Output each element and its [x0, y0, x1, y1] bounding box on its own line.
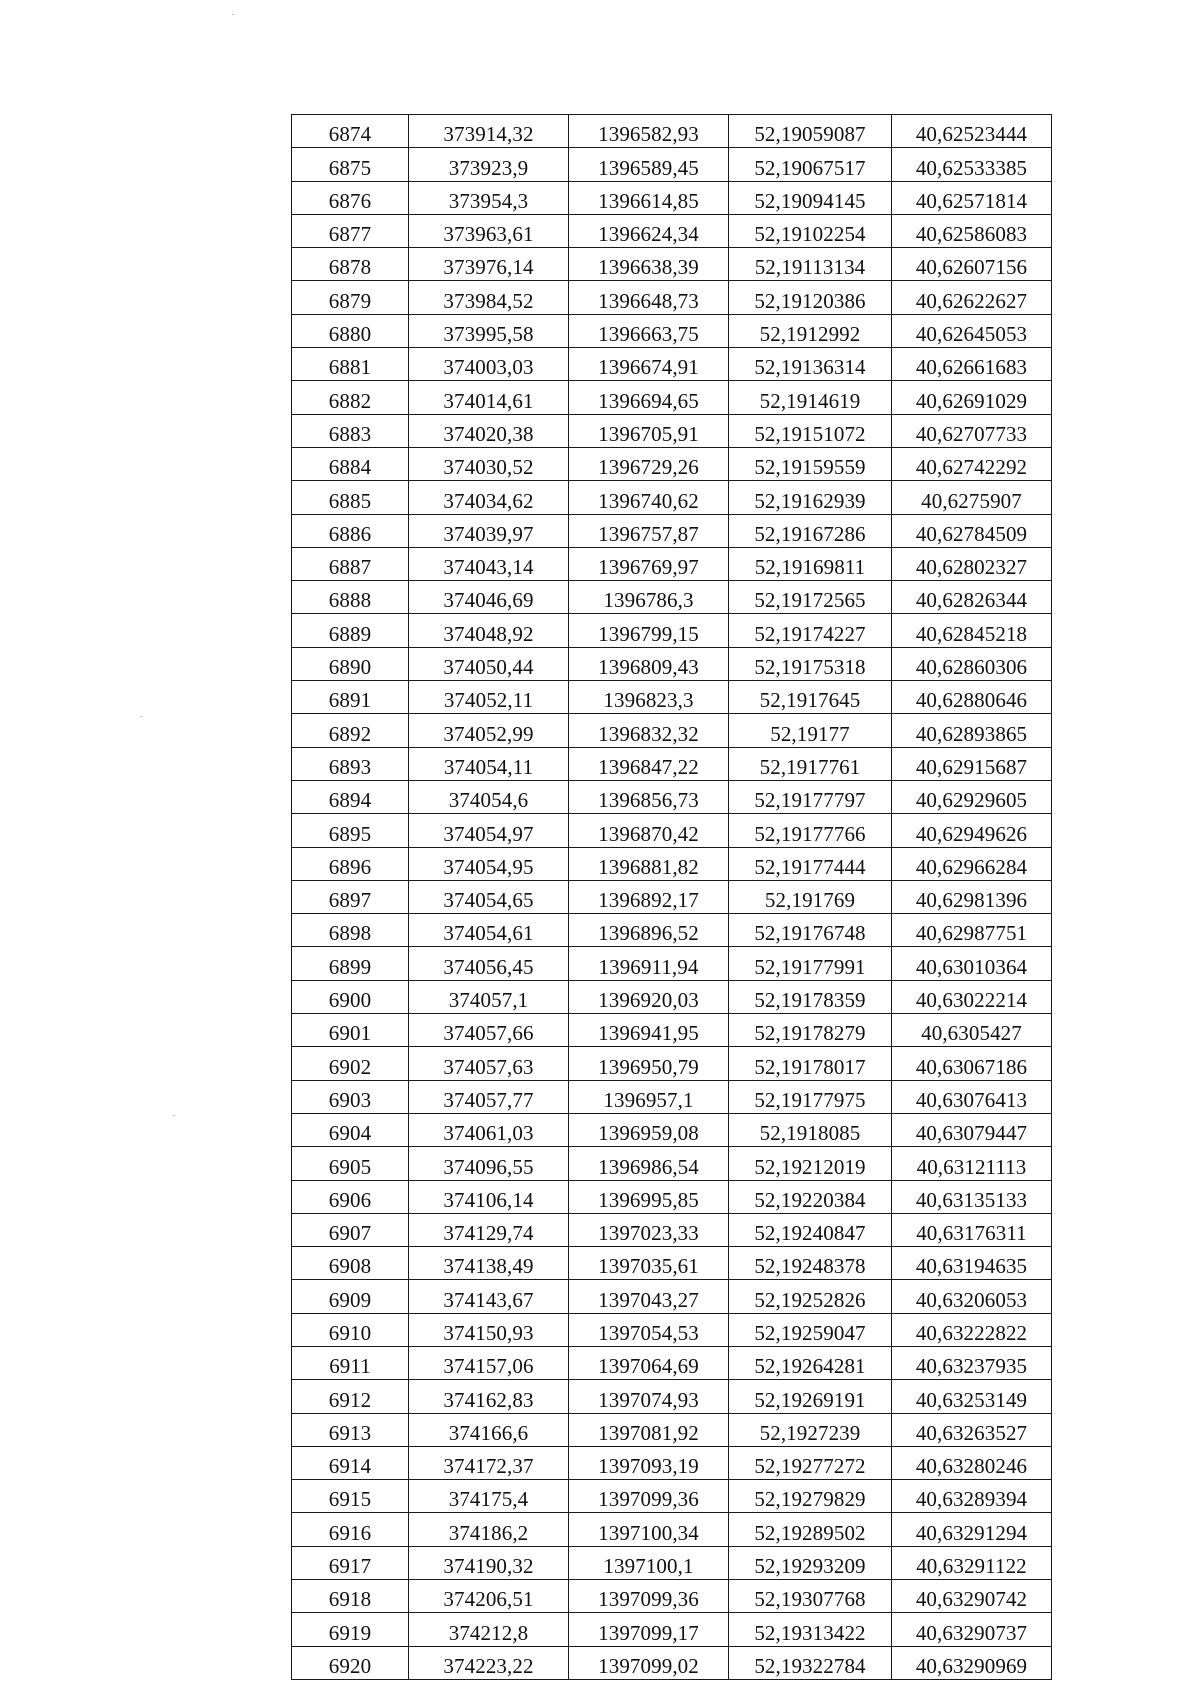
- table-row: [292, 614, 1052, 647]
- point-number-cell: 6908: [292, 1247, 409, 1280]
- y-coordinate-cell: 1396957,1: [569, 1080, 729, 1113]
- point-number-cell: 6875: [292, 148, 409, 181]
- table-row: [292, 780, 1052, 813]
- point-number-cell: 6889: [292, 614, 409, 647]
- x-coordinate-cell: 374052,11: [409, 681, 569, 714]
- latitude-cell: 52,19279829: [729, 1480, 892, 1513]
- x-coordinate-cell: 374175,4: [409, 1480, 569, 1513]
- longitude-cell: 40,62893865: [892, 714, 1052, 747]
- x-coordinate-cell: 373923,9: [409, 148, 569, 181]
- table-row: [292, 847, 1052, 880]
- point-number-cell: 6914: [292, 1446, 409, 1479]
- longitude-cell: 40,63291122: [892, 1546, 1052, 1579]
- point-number-cell: 6880: [292, 314, 409, 347]
- point-number-cell: 6906: [292, 1180, 409, 1213]
- point-number-cell: 6898: [292, 914, 409, 947]
- point-number-cell: 6904: [292, 1113, 409, 1146]
- point-number-cell: 6874: [292, 115, 409, 148]
- point-number-cell: 6876: [292, 181, 409, 214]
- table-row: [292, 181, 1052, 214]
- latitude-cell: 52,19176748: [729, 914, 892, 947]
- x-coordinate-cell: 374212,8: [409, 1613, 569, 1646]
- longitude-cell: 40,62966284: [892, 847, 1052, 880]
- latitude-cell: 52,19240847: [729, 1213, 892, 1246]
- y-coordinate-cell: 1397099,36: [569, 1580, 729, 1613]
- table-row: [292, 414, 1052, 447]
- point-number-cell: 6892: [292, 714, 409, 747]
- table-row: [292, 281, 1052, 314]
- latitude-cell: 52,19259047: [729, 1313, 892, 1346]
- x-coordinate-cell: 374054,97: [409, 814, 569, 847]
- latitude-cell: 52,19178279: [729, 1014, 892, 1047]
- table-row: [292, 1313, 1052, 1346]
- x-coordinate-cell: 374190,32: [409, 1546, 569, 1579]
- latitude-cell: 52,191769: [729, 880, 892, 913]
- latitude-cell: 52,1912992: [729, 314, 892, 347]
- latitude-cell: 52,19174227: [729, 614, 892, 647]
- latitude-cell: 52,19102254: [729, 214, 892, 247]
- table-row: [292, 980, 1052, 1013]
- x-coordinate-cell: 373995,58: [409, 314, 569, 347]
- longitude-cell: 40,62523444: [892, 115, 1052, 148]
- latitude-cell: 52,19169811: [729, 547, 892, 580]
- latitude-cell: 52,1917645: [729, 681, 892, 714]
- y-coordinate-cell: 1397099,02: [569, 1646, 729, 1679]
- longitude-cell: 40,6305427: [892, 1014, 1052, 1047]
- x-coordinate-cell: 374138,49: [409, 1247, 569, 1280]
- point-number-cell: 6878: [292, 248, 409, 281]
- latitude-cell: 52,1927239: [729, 1413, 892, 1446]
- y-coordinate-cell: 1396582,93: [569, 115, 729, 148]
- y-coordinate-cell: 1396648,73: [569, 281, 729, 314]
- latitude-cell: 52,19289502: [729, 1513, 892, 1546]
- longitude-cell: 40,62622627: [892, 281, 1052, 314]
- point-number-cell: 6899: [292, 947, 409, 980]
- point-number-cell: 6897: [292, 880, 409, 913]
- y-coordinate-cell: 1396786,3: [569, 581, 729, 614]
- point-number-cell: 6917: [292, 1546, 409, 1579]
- scan-speck: [140, 716, 142, 717]
- x-coordinate-cell: 374039,97: [409, 514, 569, 547]
- y-coordinate-cell: 1396832,32: [569, 714, 729, 747]
- table-row: [292, 447, 1052, 480]
- longitude-cell: 40,62987751: [892, 914, 1052, 947]
- x-coordinate-cell: 374003,03: [409, 348, 569, 381]
- longitude-cell: 40,63121113: [892, 1147, 1052, 1180]
- y-coordinate-cell: 1396799,15: [569, 614, 729, 647]
- x-coordinate-cell: 374054,61: [409, 914, 569, 947]
- latitude-cell: 52,19172565: [729, 581, 892, 614]
- x-coordinate-cell: 374172,37: [409, 1446, 569, 1479]
- y-coordinate-cell: 1396694,65: [569, 381, 729, 414]
- y-coordinate-cell: 1396856,73: [569, 780, 729, 813]
- latitude-cell: 52,19277272: [729, 1446, 892, 1479]
- point-number-cell: 6890: [292, 647, 409, 680]
- table-row: [292, 814, 1052, 847]
- table-row: [292, 1147, 1052, 1180]
- x-coordinate-cell: 374043,14: [409, 547, 569, 580]
- point-number-cell: 6882: [292, 381, 409, 414]
- x-coordinate-cell: 374057,1: [409, 980, 569, 1013]
- longitude-cell: 40,62784509: [892, 514, 1052, 547]
- table-row: [292, 148, 1052, 181]
- longitude-cell: 40,63290742: [892, 1580, 1052, 1613]
- y-coordinate-cell: 1397099,17: [569, 1613, 729, 1646]
- point-number-cell: 6887: [292, 547, 409, 580]
- table-row: [292, 1480, 1052, 1513]
- x-coordinate-cell: 373984,52: [409, 281, 569, 314]
- longitude-cell: 40,62533385: [892, 148, 1052, 181]
- point-number-cell: 6883: [292, 414, 409, 447]
- point-number-cell: 6877: [292, 214, 409, 247]
- y-coordinate-cell: 1396809,43: [569, 647, 729, 680]
- point-number-cell: 6916: [292, 1513, 409, 1546]
- latitude-cell: 52,19177797: [729, 780, 892, 813]
- table-row: [292, 1446, 1052, 1479]
- table-row: [292, 1613, 1052, 1646]
- y-coordinate-cell: 1396674,91: [569, 348, 729, 381]
- table-row: [292, 481, 1052, 514]
- point-number-cell: 6900: [292, 980, 409, 1013]
- latitude-cell: 52,19177991: [729, 947, 892, 980]
- longitude-cell: 40,62691029: [892, 381, 1052, 414]
- point-number-cell: 6896: [292, 847, 409, 880]
- point-number-cell: 6907: [292, 1213, 409, 1246]
- longitude-cell: 40,63280246: [892, 1446, 1052, 1479]
- longitude-cell: 40,63289394: [892, 1480, 1052, 1513]
- table-row: [292, 1180, 1052, 1213]
- y-coordinate-cell: 1396847,22: [569, 747, 729, 780]
- longitude-cell: 40,63022214: [892, 980, 1052, 1013]
- table-row: [292, 747, 1052, 780]
- table-row: [292, 314, 1052, 347]
- point-number-cell: 6919: [292, 1613, 409, 1646]
- y-coordinate-cell: 1396896,52: [569, 914, 729, 947]
- y-coordinate-cell: 1397054,53: [569, 1313, 729, 1346]
- longitude-cell: 40,63079447: [892, 1113, 1052, 1146]
- latitude-cell: 52,1918085: [729, 1113, 892, 1146]
- longitude-cell: 40,62571814: [892, 181, 1052, 214]
- table-row: [292, 947, 1052, 980]
- y-coordinate-cell: 1397093,19: [569, 1446, 729, 1479]
- x-coordinate-cell: 374056,45: [409, 947, 569, 980]
- point-number-cell: 6891: [292, 681, 409, 714]
- x-coordinate-cell: 374048,92: [409, 614, 569, 647]
- table-row: [292, 1646, 1052, 1679]
- longitude-cell: 40,63237935: [892, 1346, 1052, 1379]
- x-coordinate-cell: 374057,66: [409, 1014, 569, 1047]
- x-coordinate-cell: 374143,67: [409, 1280, 569, 1313]
- table-row: [292, 1080, 1052, 1113]
- point-number-cell: 6915: [292, 1480, 409, 1513]
- y-coordinate-cell: 1396740,62: [569, 481, 729, 514]
- point-number-cell: 6881: [292, 348, 409, 381]
- x-coordinate-cell: 374223,22: [409, 1646, 569, 1679]
- latitude-cell: 52,19313422: [729, 1613, 892, 1646]
- longitude-cell: 40,63222822: [892, 1313, 1052, 1346]
- longitude-cell: 40,62826344: [892, 581, 1052, 614]
- point-number-cell: 6888: [292, 581, 409, 614]
- x-coordinate-cell: 373954,3: [409, 181, 569, 214]
- table-row: [292, 1346, 1052, 1379]
- latitude-cell: 52,19252826: [729, 1280, 892, 1313]
- y-coordinate-cell: 1396589,45: [569, 148, 729, 181]
- longitude-cell: 40,63253149: [892, 1380, 1052, 1413]
- table-row: [292, 1113, 1052, 1146]
- table-row: [292, 214, 1052, 247]
- table-row: [292, 880, 1052, 913]
- latitude-cell: 52,19059087: [729, 115, 892, 148]
- x-coordinate-cell: 374057,77: [409, 1080, 569, 1113]
- table-row: [292, 914, 1052, 947]
- table-row: [292, 1014, 1052, 1047]
- longitude-cell: 40,63135133: [892, 1180, 1052, 1213]
- latitude-cell: 52,19113134: [729, 248, 892, 281]
- x-coordinate-cell: 374030,52: [409, 447, 569, 480]
- table-row: [292, 1413, 1052, 1446]
- table-row: [292, 514, 1052, 547]
- table-row: [292, 714, 1052, 747]
- point-number-cell: 6910: [292, 1313, 409, 1346]
- latitude-cell: 52,1914619: [729, 381, 892, 414]
- y-coordinate-cell: 1396950,79: [569, 1047, 729, 1080]
- latitude-cell: 52,19067517: [729, 148, 892, 181]
- latitude-cell: 52,19307768: [729, 1580, 892, 1613]
- x-coordinate-cell: 374054,95: [409, 847, 569, 880]
- latitude-cell: 52,19293209: [729, 1546, 892, 1579]
- latitude-cell: 52,1917761: [729, 747, 892, 780]
- y-coordinate-cell: 1396624,34: [569, 214, 729, 247]
- x-coordinate-cell: 374166,6: [409, 1413, 569, 1446]
- table-row: [292, 1580, 1052, 1613]
- longitude-cell: 40,62742292: [892, 447, 1052, 480]
- longitude-cell: 40,62915687: [892, 747, 1052, 780]
- point-number-cell: 6912: [292, 1380, 409, 1413]
- y-coordinate-cell: 1397100,1: [569, 1546, 729, 1579]
- longitude-cell: 40,63010364: [892, 947, 1052, 980]
- point-number-cell: 6911: [292, 1346, 409, 1379]
- latitude-cell: 52,19177975: [729, 1080, 892, 1113]
- y-coordinate-cell: 1397064,69: [569, 1346, 729, 1379]
- y-coordinate-cell: 1396769,97: [569, 547, 729, 580]
- x-coordinate-cell: 374052,99: [409, 714, 569, 747]
- x-coordinate-cell: 374061,03: [409, 1113, 569, 1146]
- longitude-cell: 40,63194635: [892, 1247, 1052, 1280]
- x-coordinate-cell: 374050,44: [409, 647, 569, 680]
- x-coordinate-cell: 374129,74: [409, 1213, 569, 1246]
- point-number-cell: 6903: [292, 1080, 409, 1113]
- table-row: [292, 647, 1052, 680]
- y-coordinate-cell: 1397043,27: [569, 1280, 729, 1313]
- longitude-cell: 40,63076413: [892, 1080, 1052, 1113]
- table-row: [292, 681, 1052, 714]
- latitude-cell: 52,19178017: [729, 1047, 892, 1080]
- table-row: [292, 581, 1052, 614]
- latitude-cell: 52,19136314: [729, 348, 892, 381]
- table-row: [292, 115, 1052, 148]
- longitude-cell: 40,63263527: [892, 1413, 1052, 1446]
- latitude-cell: 52,19175318: [729, 647, 892, 680]
- x-coordinate-cell: 374157,06: [409, 1346, 569, 1379]
- x-coordinate-cell: 374106,14: [409, 1180, 569, 1213]
- table-row: [292, 1213, 1052, 1246]
- latitude-cell: 52,19151072: [729, 414, 892, 447]
- point-number-cell: 6886: [292, 514, 409, 547]
- point-number-cell: 6893: [292, 747, 409, 780]
- coordinates-table: [291, 114, 1052, 1680]
- y-coordinate-cell: 1396870,42: [569, 814, 729, 847]
- latitude-cell: 52,19159559: [729, 447, 892, 480]
- point-number-cell: 6894: [292, 780, 409, 813]
- latitude-cell: 52,19178359: [729, 980, 892, 1013]
- y-coordinate-cell: 1396823,3: [569, 681, 729, 714]
- longitude-cell: 40,62707733: [892, 414, 1052, 447]
- x-coordinate-cell: 374034,62: [409, 481, 569, 514]
- point-number-cell: 6901: [292, 1014, 409, 1047]
- x-coordinate-cell: 374206,51: [409, 1580, 569, 1613]
- x-coordinate-cell: 374162,83: [409, 1380, 569, 1413]
- longitude-cell: 40,62845218: [892, 614, 1052, 647]
- longitude-cell: 40,6275907: [892, 481, 1052, 514]
- longitude-cell: 40,62645053: [892, 314, 1052, 347]
- latitude-cell: 52,19220384: [729, 1180, 892, 1213]
- table-row: [292, 1380, 1052, 1413]
- point-number-cell: 6884: [292, 447, 409, 480]
- x-coordinate-cell: 374186,2: [409, 1513, 569, 1546]
- x-coordinate-cell: 373914,32: [409, 115, 569, 148]
- point-number-cell: 6895: [292, 814, 409, 847]
- y-coordinate-cell: 1397023,33: [569, 1213, 729, 1246]
- y-coordinate-cell: 1396881,82: [569, 847, 729, 880]
- table-row: [292, 547, 1052, 580]
- coordinates-table-body: [292, 115, 1052, 1680]
- latitude-cell: 52,19269191: [729, 1380, 892, 1413]
- point-number-cell: 6920: [292, 1646, 409, 1679]
- point-number-cell: 6909: [292, 1280, 409, 1313]
- scan-speck: [173, 1115, 175, 1116]
- x-coordinate-cell: 374014,61: [409, 381, 569, 414]
- y-coordinate-cell: 1396920,03: [569, 980, 729, 1013]
- table-row: [292, 1513, 1052, 1546]
- latitude-cell: 52,19167286: [729, 514, 892, 547]
- y-coordinate-cell: 1396729,26: [569, 447, 729, 480]
- longitude-cell: 40,63067186: [892, 1047, 1052, 1080]
- longitude-cell: 40,62586083: [892, 214, 1052, 247]
- latitude-cell: 52,19212019: [729, 1147, 892, 1180]
- x-coordinate-cell: 374057,63: [409, 1047, 569, 1080]
- table-row: [292, 1280, 1052, 1313]
- x-coordinate-cell: 374096,55: [409, 1147, 569, 1180]
- y-coordinate-cell: 1397100,34: [569, 1513, 729, 1546]
- y-coordinate-cell: 1396757,87: [569, 514, 729, 547]
- latitude-cell: 52,19248378: [729, 1247, 892, 1280]
- point-number-cell: 6918: [292, 1580, 409, 1613]
- table-row: [292, 1546, 1052, 1579]
- x-coordinate-cell: 374150,93: [409, 1313, 569, 1346]
- x-coordinate-cell: 374054,11: [409, 747, 569, 780]
- latitude-cell: 52,19120386: [729, 281, 892, 314]
- longitude-cell: 40,62802327: [892, 547, 1052, 580]
- y-coordinate-cell: 1396663,75: [569, 314, 729, 347]
- table-row: [292, 348, 1052, 381]
- scan-speck: [232, 14, 234, 15]
- y-coordinate-cell: 1396705,91: [569, 414, 729, 447]
- table-row: [292, 248, 1052, 281]
- point-number-cell: 6905: [292, 1147, 409, 1180]
- table-row: [292, 1247, 1052, 1280]
- x-coordinate-cell: 374020,38: [409, 414, 569, 447]
- longitude-cell: 40,62949626: [892, 814, 1052, 847]
- table-row: [292, 1047, 1052, 1080]
- y-coordinate-cell: 1396941,95: [569, 1014, 729, 1047]
- y-coordinate-cell: 1396986,54: [569, 1147, 729, 1180]
- longitude-cell: 40,63176311: [892, 1213, 1052, 1246]
- y-coordinate-cell: 1397081,92: [569, 1413, 729, 1446]
- longitude-cell: 40,62880646: [892, 681, 1052, 714]
- point-number-cell: 6879: [292, 281, 409, 314]
- longitude-cell: 40,62981396: [892, 880, 1052, 913]
- latitude-cell: 52,19094145: [729, 181, 892, 214]
- y-coordinate-cell: 1396911,94: [569, 947, 729, 980]
- longitude-cell: 40,62661683: [892, 348, 1052, 381]
- point-number-cell: 6902: [292, 1047, 409, 1080]
- y-coordinate-cell: 1396614,85: [569, 181, 729, 214]
- latitude-cell: 52,19162939: [729, 481, 892, 514]
- table-row: [292, 381, 1052, 414]
- y-coordinate-cell: 1397074,93: [569, 1380, 729, 1413]
- longitude-cell: 40,63290737: [892, 1613, 1052, 1646]
- x-coordinate-cell: 373963,61: [409, 214, 569, 247]
- x-coordinate-cell: 374054,6: [409, 780, 569, 813]
- y-coordinate-cell: 1397099,36: [569, 1480, 729, 1513]
- y-coordinate-cell: 1396959,08: [569, 1113, 729, 1146]
- x-coordinate-cell: 373976,14: [409, 248, 569, 281]
- longitude-cell: 40,62929605: [892, 780, 1052, 813]
- latitude-cell: 52,19177: [729, 714, 892, 747]
- y-coordinate-cell: 1396638,39: [569, 248, 729, 281]
- longitude-cell: 40,63290969: [892, 1646, 1052, 1679]
- y-coordinate-cell: 1396892,17: [569, 880, 729, 913]
- longitude-cell: 40,62860306: [892, 647, 1052, 680]
- x-coordinate-cell: 374054,65: [409, 880, 569, 913]
- latitude-cell: 52,19322784: [729, 1646, 892, 1679]
- latitude-cell: 52,19264281: [729, 1346, 892, 1379]
- longitude-cell: 40,63206053: [892, 1280, 1052, 1313]
- longitude-cell: 40,63291294: [892, 1513, 1052, 1546]
- longitude-cell: 40,62607156: [892, 248, 1052, 281]
- point-number-cell: 6913: [292, 1413, 409, 1446]
- point-number-cell: 6885: [292, 481, 409, 514]
- latitude-cell: 52,19177444: [729, 847, 892, 880]
- latitude-cell: 52,19177766: [729, 814, 892, 847]
- y-coordinate-cell: 1397035,61: [569, 1247, 729, 1280]
- x-coordinate-cell: 374046,69: [409, 581, 569, 614]
- y-coordinate-cell: 1396995,85: [569, 1180, 729, 1213]
